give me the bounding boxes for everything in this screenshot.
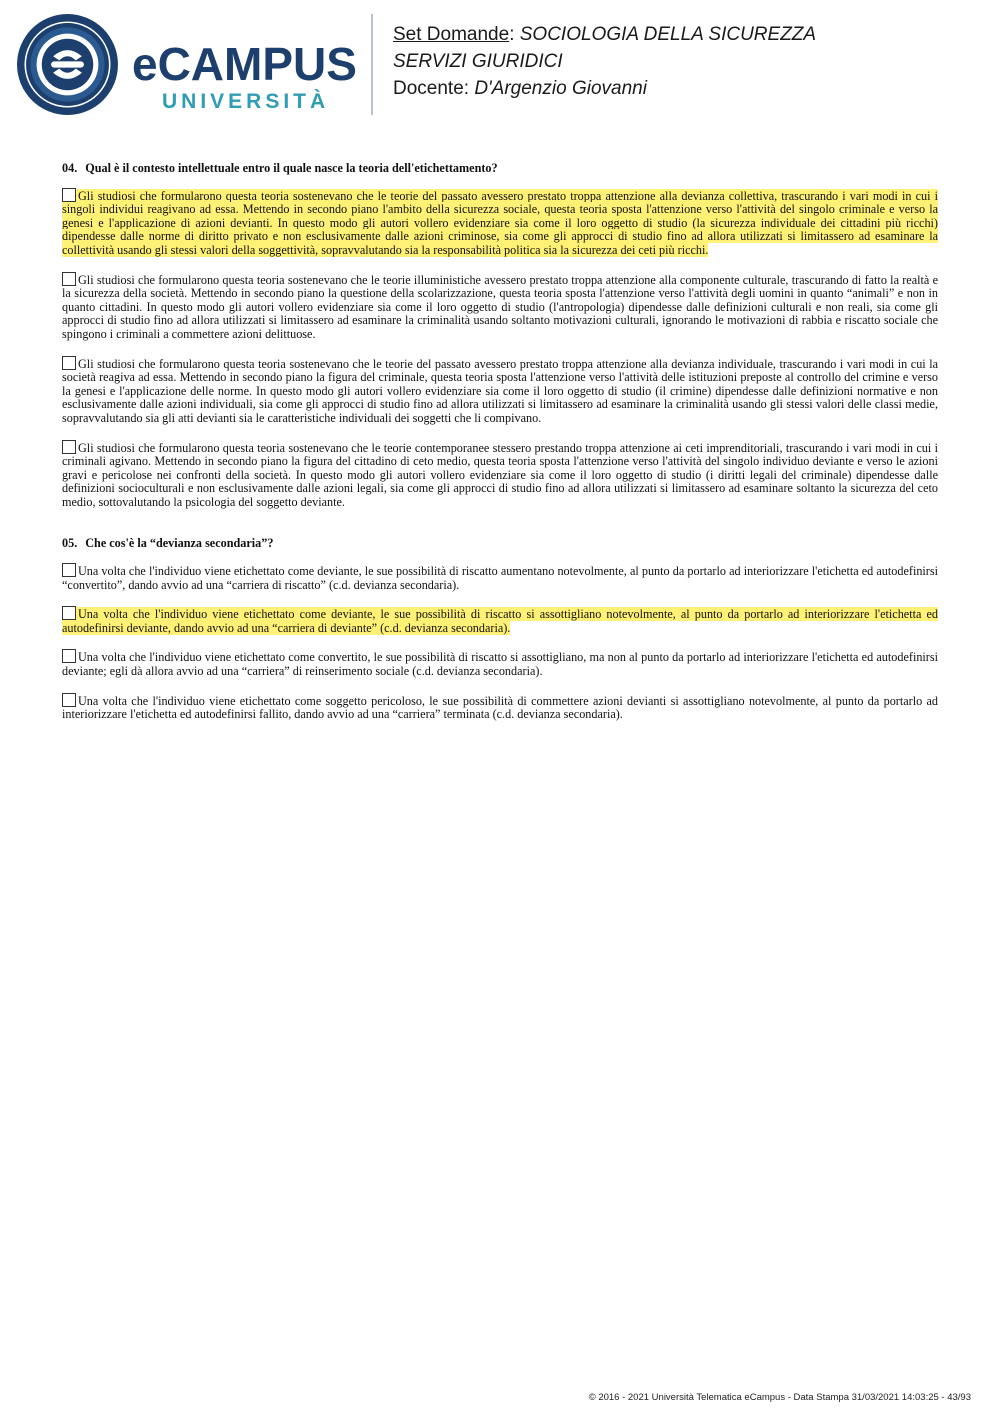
questions-list [62,162,938,722]
answer-text: Gli studiosi che formularono questa teoria sostenevano che le teorie illuministiche avessero prestato troppa attenzione alla componente culturale, trascurando di fatto la realtà e la sicurezza della società. Mettendo in secondo piano la questione della scolarizzazione, questa teoria sposta l'attenzione verso l'attività degli uomini in quanto “animali” e non in quanto cittadini. In questo modo gli autori vollero evidenziare sia come il loro oggetto di studio (l'antropologia) dipendesse dalle definizioni culturali e non reali, sia come gli approcci di studio fino ad allora utilizzati si limitassero ad esaminare la criminalità usando soltanto motivazioni culturali, ignorando le motivazioni di rabbia e riscatto sociale che spingono i criminali a commettere azioni delittuose. [62,272,938,341]
answer-text: Una volta che l'individuo viene etichettato come deviante, le sue possibilità di riscatto aumentano notevolmente, al punto da portarlo ad interiorizzare l'etichetta ed autodefinirsi “convertito”, dando avvio ad una “carriera di riscatto” (c.d. devianza secondaria). [62,564,938,592]
course-title: SOCIOLOGIA DELLA SICUREZZA [519,24,817,45]
highlighted-answer [62,189,938,257]
answer-option [62,272,938,342]
answer-option [62,606,938,635]
answer-text: Gli studiosi che formularono questa teoria sostenevano che le teorie del passato avessero prestato troppa attenzione alla devianza individuale, trascurando i vari modi in cui la società reagiva ad essa. Mettendo in secondo piano la figura del criminale, questa teoria sposta l'attenzione verso l'attività delle istituzioni preposte al controllo del crimine e verso la genesi e l'applicazione delle norme. In questo modo gli autori vollero evidenziare sia come il loro oggetto di studio (il crimine) dipendesse dalle definizioni normative e non esclusivamente dalle azioni individuali, sia come gli approcci di studio fino ad allora utilizzati si limitassero ad esaminare la criminalità usando gli stessi valori delle classi medie, sopravvalutando sia gli atti devianti sia le caratteristiche individuali dei soggetti che li compivano. [62,356,938,425]
question-number: 05. [62,536,78,551]
answer-option [62,563,938,592]
logo-brand-text: eCAMPUS [132,38,357,90]
answer-text: Gli studiosi che formularono questa teoria sostenevano che le teorie del passato avessero prestato troppa attenzione alla devianza collettiva, trascurando i vari modi in cui i singoli individui reagivano ad essa. Mettendo in secondo piano l'ambito della sicurezza sociale, questa teoria sposta l'attenzione verso l'attività del singolo criminale e verso la genesi e l'applicazione di azioni devianti. In questo modo gli autori vollero evidenziare sia come il loro oggetto di studio (la sicurezza individuale dei cittadini più ricchi) dipendesse dalle norme di diritto privato e non esclusivamente dalle azioni criminose, sia come gli approcci di studio fino ad allora utilizzati si limitassero ad esaminare la collettività usando gli stessi valori della soggettività, sopravvalutando sia la responsabilità politica sia la sicurezza dei ceti più ricchi. [62,188,938,257]
answer-text: Gli studiosi che formularono questa teoria sostenevano che le teorie contemporanee stessero prestando troppa attenzione ai ceti imprenditoriali, trascurando i vari modi in cui i criminali agivano. Mettendo in secondo piano la figura del cittadino di ceto medio, questa teoria sposta l'attenzione verso l'attività del singolo individuo deviante e verso le azioni gravi e pericolose nei confronti della società. In questo modo gli autori vollero evidenziare sia come il loro oggetto di studio (i diritti legali del criminale) dipendesse dalle definizioni socioculturali e non esclusivamente dalle azioni legali, sia come gli approcci di studio fino ad allora utilizzati si limitassero ad esaminare soltanto la sicurezza del ceto medio, sottovalutando la psicologia del soggetto deviante. [62,440,938,509]
answer-option [62,649,938,678]
logo-sub-text: UNIVERSITÀ [162,90,330,113]
answer-checkbox[interactable] [62,188,76,202]
answer-option [62,693,938,722]
question-title [62,537,938,551]
header-divider [371,14,373,115]
answer-text: Una volta che l'individuo viene etichettato come deviante, le sue possibilità di riscatto si assottigliano notevolmente, al punto da portarlo ad interiorizzare l'etichetta ed autodefinirsi deviante, dando avvio ad una “carriera di deviante” (c.d. devianza secondaria). [62,607,938,635]
answer-text: Una volta che l'individuo viene etichettato come convertito, le sue possibilità di riscatto si assottigliano, ma non al punto da portarlo ad interiorizzare l'etichetta ed autodefinirsi deviante; egli dà allora avvio ad una “carriera” di reinserimento sociale (c.d. devianza secondaria). [62,650,938,679]
answer-checkbox[interactable] [62,693,76,707]
question-title [62,162,938,176]
answer-option [62,440,938,510]
ecampus-seal-logo [16,13,119,116]
set-line [393,21,983,48]
question-text: Qual è il contesto intellettuale entro il quale nasce la teoria dell'etichettamento? [85,161,498,175]
answer-checkbox[interactable] [62,649,76,663]
question-number: 04. [62,161,78,175]
highlighted-answer [62,607,938,635]
answer-checkbox[interactable] [62,356,76,370]
page-footer: © 2016 - 2021 Università Telematica eCampus - Data Stampa 31/03/2021 14:03:25 - 43/93 [588,1392,971,1403]
answer-checkbox[interactable] [62,606,76,620]
teacher-name: D'Argenzio Giovanni [474,78,647,99]
ecampus-wordmark [132,36,357,116]
page-header [0,0,1000,130]
answer-checkbox[interactable] [62,272,76,286]
header-info [393,21,983,102]
answer-option [62,356,938,426]
answer-checkbox[interactable] [62,563,76,577]
answer-text: Una volta che l'individuo viene etichettato come soggetto pericoloso, le sue possibilità di commettere azioni devianti si assottigliano notevolmente, al punto da portarlo ad interiorizzare l'etichetta ed autodefinirsi fallito, dando avvio ad una “carriera” terminata (c.d. devianza secondaria). [62,693,938,722]
question-05 [62,537,938,721]
program-title: SERVIZI GIURIDICI [393,51,563,72]
question-04 [62,162,938,509]
teacher-label: Docente: [393,78,470,99]
answer-option [62,188,938,258]
set-colon: : [509,24,515,45]
teacher-line [393,75,983,102]
answer-checkbox[interactable] [62,440,76,454]
set-label: Set Domande [393,24,510,45]
question-text: Che cos'è la “devianza secondaria”? [85,536,274,551]
